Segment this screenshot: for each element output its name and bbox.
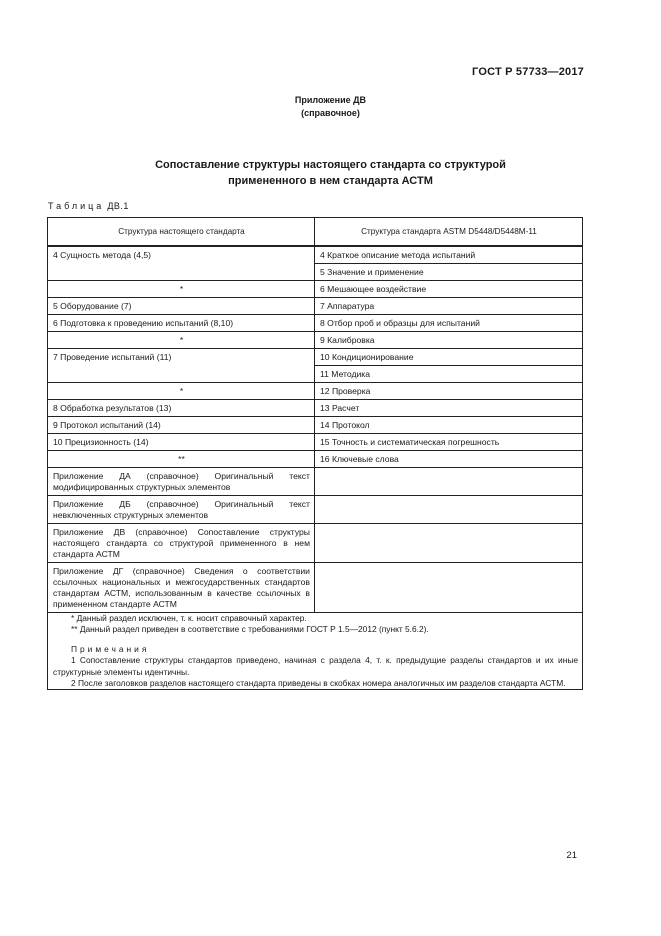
standard-code: ГОСТ Р 57733—2017 bbox=[472, 66, 584, 78]
current-standard-cell: Приложение ДВ (справочное) Сопоставление структуры настоящего стандарта со структурой примененного в нем стандарта АСТМ bbox=[48, 524, 315, 563]
table-label-prefix: Таблица bbox=[48, 201, 105, 211]
footnote-2: ** Данный раздел приведен в соответствие с требованиями ГОСТ Р 1.5—2012 (пункт 5.6.2). bbox=[71, 624, 429, 635]
astm-standard-cell: 11 Методика bbox=[315, 366, 583, 383]
table-notes-cell bbox=[48, 613, 583, 690]
current-standard-cell: Приложение ДА (справочное) Оригинальный текст модифицированных структурных элементов bbox=[48, 468, 315, 496]
current-standard-cell: * bbox=[48, 383, 315, 400]
astm-standard-cell: 9 Калибровка bbox=[315, 332, 583, 349]
astm-standard-cell bbox=[315, 563, 583, 613]
astm-standard-cell: 10 Кондиционирование bbox=[315, 349, 583, 366]
appendix-subtitle: (справочное) bbox=[301, 108, 360, 118]
astm-standard-cell bbox=[315, 496, 583, 524]
table-row bbox=[48, 451, 583, 468]
current-standard-cell: * bbox=[48, 281, 315, 298]
current-standard-cell: 10 Прецизионность (14) bbox=[48, 434, 315, 451]
astm-standard-cell bbox=[315, 524, 583, 563]
current-standard-cell: 7 Проведение испытаний (11) bbox=[48, 349, 315, 383]
current-standard-cell: * bbox=[48, 332, 315, 349]
current-standard-cell: 9 Протокол испытаний (14) bbox=[48, 417, 315, 434]
table-row bbox=[48, 524, 583, 563]
astm-standard-cell: 8 Отбор проб и образцы для испытаний bbox=[315, 315, 583, 332]
astm-standard-cell: 16 Ключевые слова bbox=[315, 451, 583, 468]
table-label-number: ДВ.1 bbox=[107, 201, 129, 211]
current-standard-cell: ** bbox=[48, 451, 315, 468]
table-row bbox=[48, 496, 583, 524]
footnote-1: * Данный раздел исключен, т. к. носит справочный характер. bbox=[71, 613, 307, 623]
table-header-row bbox=[48, 218, 583, 247]
current-standard-cell: Приложение ДГ (справочное) Сведения о соответствии ссылочных национальных и межгосударственных стандартов стандартам АСТМ, использованным в качестве ссылочных в примененном стандарте АСТМ bbox=[48, 563, 315, 613]
table-row bbox=[48, 417, 583, 434]
table-row bbox=[48, 434, 583, 451]
note-1: 1 Сопоставление структуры стандартов приведено, начиная с раздела 4, т. к. предыдущие разделы стандартов и их иные структурные элементы идентичны. bbox=[53, 655, 578, 677]
astm-standard-cell bbox=[315, 468, 583, 496]
table-row bbox=[48, 298, 583, 315]
astm-standard-cell: 6 Мешающее воздействие bbox=[315, 281, 583, 298]
table-row bbox=[48, 349, 583, 366]
note-2: 2 После заголовков разделов настоящего стандарта приведены в скобках номера аналогичных им разделов стандарта АСТМ. bbox=[71, 678, 566, 689]
structure-comparison-table bbox=[47, 217, 583, 690]
header-left: Структура настоящего стандарта bbox=[48, 218, 315, 247]
notes-heading: Примечания bbox=[71, 643, 150, 654]
document-title bbox=[0, 157, 661, 189]
table-row bbox=[48, 563, 583, 613]
table-row bbox=[48, 246, 583, 264]
astm-standard-cell: 4 Краткое описание метода испытаний bbox=[315, 246, 583, 264]
astm-standard-cell: 5 Значение и применение bbox=[315, 264, 583, 281]
table-row bbox=[48, 468, 583, 496]
current-standard-cell: 6 Подготовка к проведению испытаний (8,10) bbox=[48, 315, 315, 332]
header-right: Структура стандарта ASTM D5448/D5448M-11 bbox=[315, 218, 583, 247]
page-number: 21 bbox=[566, 850, 577, 861]
current-standard-cell: Приложение ДБ (справочное) Оригинальный текст невключенных структурных элементов bbox=[48, 496, 315, 524]
document-title-line-1: Сопоставление структуры настоящего стандарта со структурой bbox=[155, 159, 506, 171]
current-standard-cell: 8 Обработка результатов (13) bbox=[48, 400, 315, 417]
astm-standard-cell: 15 Точность и систематическая погрешность bbox=[315, 434, 583, 451]
astm-standard-cell: 12 Проверка bbox=[315, 383, 583, 400]
table-notes-row bbox=[48, 613, 583, 690]
table-body bbox=[48, 246, 583, 613]
astm-standard-cell: 13 Расчет bbox=[315, 400, 583, 417]
astm-standard-cell: 7 Аппаратура bbox=[315, 298, 583, 315]
current-standard-cell: 5 Оборудование (7) bbox=[48, 298, 315, 315]
appendix-title: Приложение ДВ bbox=[294, 95, 367, 105]
table-row bbox=[48, 400, 583, 417]
table-row bbox=[48, 332, 583, 349]
current-standard-cell: 4 Сущность метода (4,5) bbox=[48, 246, 315, 281]
table-row bbox=[48, 281, 583, 298]
astm-standard-cell: 14 Протокол bbox=[315, 417, 583, 434]
table-row bbox=[48, 383, 583, 400]
document-title-line-2: примененного в нем стандарта АСТМ bbox=[228, 175, 433, 187]
table-label bbox=[48, 201, 129, 211]
appendix-heading bbox=[0, 94, 661, 120]
table-row bbox=[48, 315, 583, 332]
